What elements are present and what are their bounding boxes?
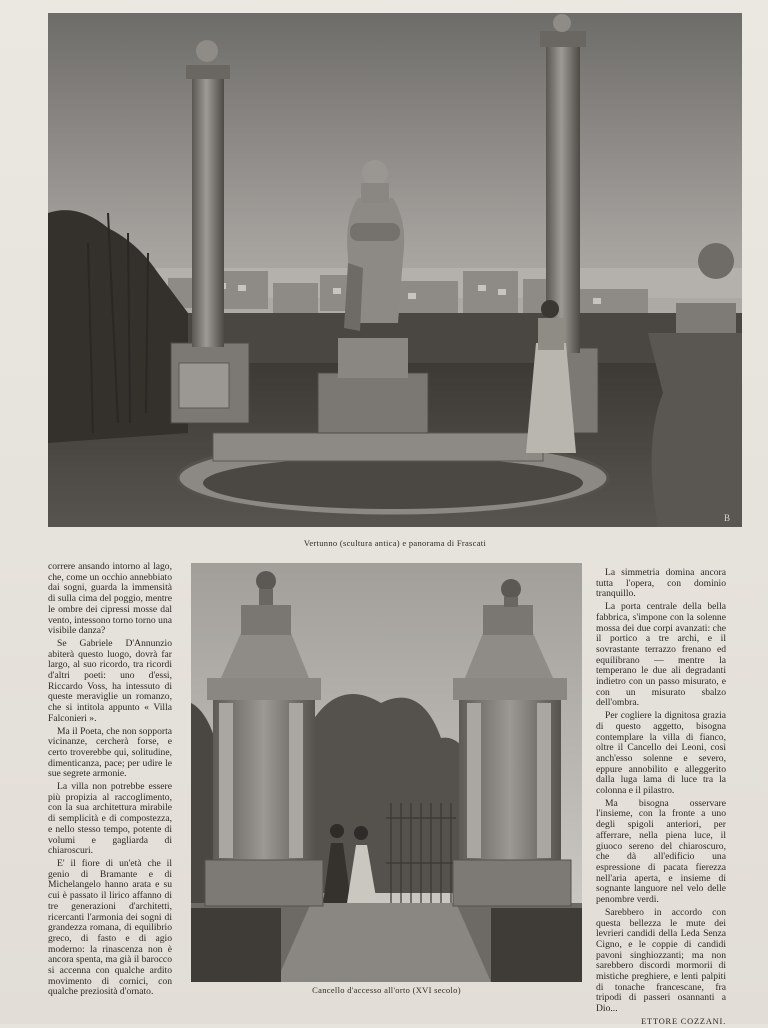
right-text-column	[596, 568, 726, 1028]
photo-vertunno-image	[48, 13, 742, 527]
right-paragraph: La simmetria domina ancora tutta l'opera, con dominio tranquillo.	[596, 567, 726, 600]
caption-bottom-photo: Cancello d'accesso all'orto (XVI secolo)	[312, 985, 461, 995]
right-paragraph: La porta centrale della bella fabbrica, s'impone con la solenne mossa dei due corpi avanzati: che il portico a tre archi, e il sovrastante terrazzo frenano ed equilibrano — mentre la temperano le due ali degradanti indietro con un passo misurato, e con un misurato sbalzo dell'ombra.	[596, 601, 726, 709]
photo-cancello-image	[191, 563, 582, 982]
left-text-column	[48, 562, 172, 1000]
right-paragraph: Sarebbero in accordo con questa bellezza le mute dei levrieri candidi della Leda Senza Cigno, e le coppie di candidi pavoni singhiozzanti; ma non sarebbero discordi mormorii di mistiche preghiere, e lenti palpiti di tonache francescane, fra tripodi di passeri osannanti a Dio...	[596, 906, 726, 1015]
photo-monogram: B	[724, 513, 731, 523]
left-paragraph: La villa non potrebbe essere più propizia al raccoglimento, con la sua architettura mirabile di semplicità e di compostezza, e nello stesso tempo, potente di volumi e gagliarda di chiaroscuri.	[48, 781, 172, 857]
left-paragraph: correre ansando intorno al lago, che, come un occhio annebbiato dai sogni, guarda la immensità di sulla cima del poggio, mentre le ombre dei cipressi mosse dal vento, intessono torno torno una visibile danza?	[48, 561, 172, 637]
photo-vertunno-frascati	[48, 13, 742, 527]
right-paragraph: Per cogliere la dignitosa grazia di questo aggetto, bisogna contemplare la villa di fianco, oltre il Cancello dei Leoni, così anch'esso solenne e severo, eppure annobilito e alleggerito dalla luga lama di luce tra la colonna e il pilastro.	[596, 710, 726, 797]
caption-top-photo: Vertunno (scultura antica) e panorama di Frascati	[303, 538, 487, 548]
photo-cancello-orto	[191, 563, 582, 982]
author-signature: ETTORE COZZANI.	[641, 1016, 726, 1026]
left-paragraph: E' il fiore di un'età che il genio di Bramante e di Michelangelo hanno arata e su cui è passato il lirico affanno di tre generazioni d'architetti, ricercanti l'armonia dei sogni di grandezza romana, di equilibrio greco, di fasto e di agio moderno: la rinascenza non è ancora spenta, ma già il barocco si accenna con qualche ardito movimento di cornici, con qualche preziosità d'ornato.	[48, 857, 172, 998]
left-paragraph: Ma il Poeta, che non sopporta vicinanze, cercherà forse, e certo troverebbe qui, solitudine, dimenticanza, pace; per udire le sue segrete armonie.	[48, 725, 172, 780]
left-paragraph: Se Gabriele D'Annunzio abiterà questo luogo, dovrà far largo, al suo ricordo, tra ricordi d'altri poeti: uno d'essi, Riccardo Voss, ha intessuto di queste meraviglie un romanzo, che si intitola appunto « Villa Falconieri ».	[48, 637, 172, 724]
right-paragraph: Ma bisogna osservare l'insieme, con la fronte a uno degli spigoli anteriori, per afferrare, nella piena luce, il giuoco sereno del chiaroscuro, che dà all'edificio una espressione di pacata fierezza nell'aria aperta, e insieme di sognante languore nel velo delle penombre verdi.	[596, 797, 726, 906]
